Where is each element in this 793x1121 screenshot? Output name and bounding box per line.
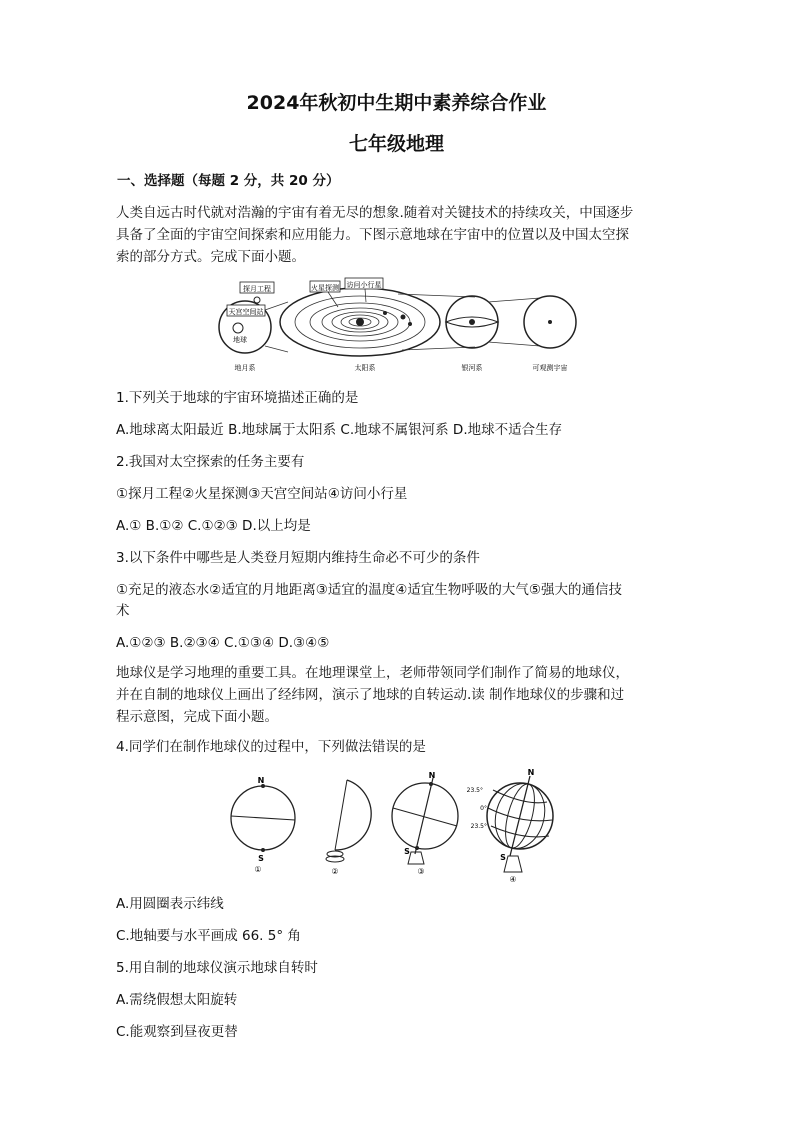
- step3-north-label: N: [428, 771, 436, 780]
- milky-way-diagram: [446, 296, 498, 372]
- q2-stem: 2.我国对太空探索的任务主要有: [116, 454, 305, 470]
- intro1-line3: 索的部分方式。完成下面小题。: [116, 249, 305, 265]
- observable-universe-diagram: [524, 296, 576, 372]
- milky-way-label: 银河系: [461, 364, 483, 372]
- earth-moon-system-label: 地月系: [234, 364, 256, 372]
- q3-items-line1: ①充足的液态水②适宜的月地距离③适宜的温度④适宜生物呼吸的大气⑤强大的通信技: [116, 582, 623, 598]
- solar-system-label: 太阳系: [354, 364, 376, 372]
- lat-23s-label: 23.5°: [470, 823, 487, 830]
- q4-option-c: C.地轴要与水平画成 66. 5° 角: [116, 928, 301, 944]
- step4-north-label: N: [527, 768, 535, 777]
- q3-stem: 3.以下条件中哪些是人类登月短期内维持生命必不可少的条件: [116, 550, 480, 566]
- q2-options: A.① B.①② C.①②③ D.以上均是: [116, 518, 311, 534]
- observable-universe-label: 可观测宇宙: [532, 364, 568, 372]
- q4-option-a: A.用圆圈表示纬线: [116, 896, 224, 912]
- asteroid-label: 访问小行星: [346, 281, 382, 289]
- globe-steps-figure: [225, 768, 570, 886]
- moon-project-label: 探月工程: [243, 285, 271, 293]
- earth-moon-system-diagram: [219, 282, 274, 372]
- step1-north-label: N: [257, 776, 265, 785]
- q4-stem: 4.同学们在制作地球仪的过程中，下列做法错误的是: [116, 739, 426, 755]
- q3-options: A.①②③ B.②③④ C.①③④ D.③④⑤: [116, 635, 330, 651]
- q2-items: ①探月工程②火星探测③天宫空间站④访问小行星: [116, 486, 408, 502]
- section-heading: 一、选择题（每题 2 分，共 20 分）: [117, 173, 340, 189]
- step2-number: ②: [331, 867, 339, 876]
- universe-figure: [210, 272, 590, 378]
- step3-number: ③: [417, 867, 425, 876]
- page-subtitle: 七年级地理: [348, 133, 444, 155]
- step4-number: ④: [509, 875, 517, 884]
- step1-south-label: S: [258, 854, 264, 863]
- intro1-line2: 具备了全面的宇宙空间探索和应用能力。下图示意地球在宇宙中的位置以及中国太空探: [116, 227, 629, 243]
- step1-number: ①: [254, 865, 262, 874]
- q5-stem: 5.用自制的地球仪演示地球自转时: [116, 960, 318, 976]
- q3-items-line2: 术: [116, 603, 130, 619]
- page-title: 2024年秋初中生期中素养综合作业: [246, 92, 547, 114]
- earth-label: 地球: [233, 336, 247, 344]
- globe-step-3: [392, 771, 458, 876]
- lat-23n-label: 23.5°: [466, 787, 483, 794]
- step4-south-label: S: [500, 853, 506, 862]
- q1-options: A.地球离太阳最近 B.地球属于太阳系 C.地球不属银河系 D.地球不适合生存: [116, 422, 563, 438]
- globe-step-4: [467, 768, 553, 884]
- q5-option-c: C.能观察到昼夜更替: [116, 1024, 238, 1040]
- intro2-line3: 程示意图，完成下面小题。: [116, 709, 278, 725]
- intro1-line1: 人类自远古时代就对浩瀚的宇宙有着无尽的想象.随着对关键技术的持续攻关，中国逐步: [116, 205, 634, 221]
- q1-stem: 1.下列关于地球的宇宙环境描述正确的是: [116, 390, 359, 406]
- intro2-line1: 地球仪是学习地理的重要工具。在地理课堂上，老师带领同学们制作了简易的地球仪，: [116, 665, 629, 681]
- lat-0-label: 0°: [480, 805, 487, 812]
- solar-system-diagram: [280, 278, 440, 372]
- tiangong-label: 天宫空间站: [228, 308, 264, 316]
- q5-option-a: A.需绕假想太阳旋转: [116, 992, 238, 1008]
- intro2-line2: 并在自制的地球仪上画出了经纬网，演示了地球的自转运动.读 制作地球仪的步骤和过: [116, 687, 625, 703]
- globe-step-2: [326, 780, 371, 876]
- step3-south-label: S: [404, 847, 410, 856]
- mars-label: 火星探测: [311, 284, 339, 292]
- globe-step-1: [231, 776, 295, 874]
